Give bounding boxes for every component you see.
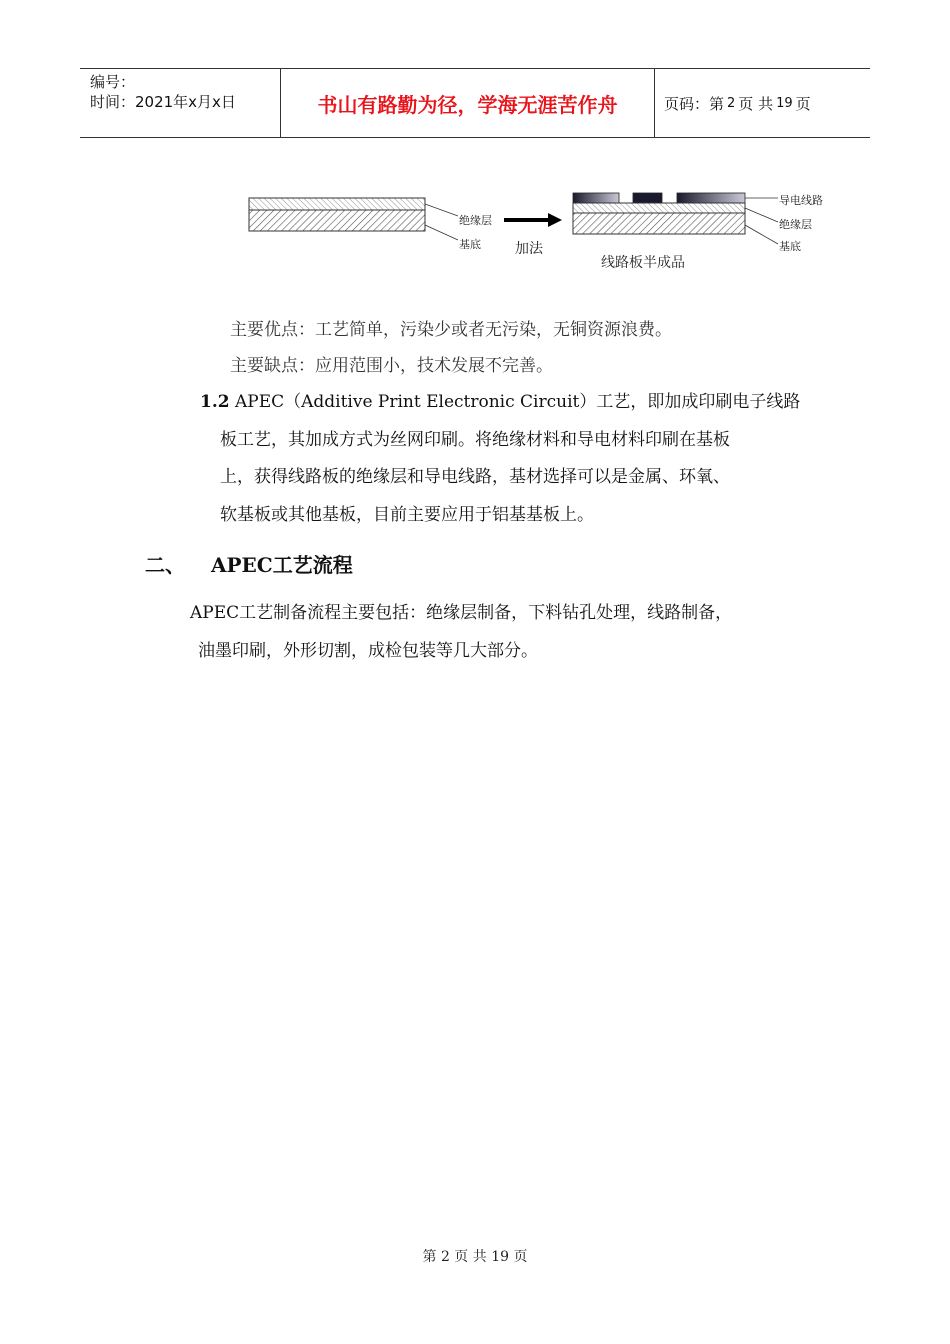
left-substrate-layer: [249, 210, 425, 231]
document-time: 时间：2021年x月x日: [90, 93, 236, 111]
left-insulation-leader: [425, 204, 458, 216]
heading-number: 二、: [145, 553, 185, 577]
left-insulation-layer: [249, 198, 425, 210]
conductor-3: [677, 193, 745, 203]
right-label-substrate: 基底: [779, 240, 801, 253]
section-1-2-line-4: 软基板或其他基板，目前主要应用于铝基基板上。: [220, 505, 594, 525]
right-insulation-layer: [573, 203, 745, 213]
disadvantages-line: 主要缺点：应用范围小，技术发展不完善。: [230, 356, 553, 376]
header-motto: 书山有路勤为径，学海无涯苦作舟: [281, 69, 655, 137]
flow-line-1: APEC工艺制备流程主要包括：绝缘层制备，下料钻孔处理，线路制备，: [190, 603, 733, 623]
page-header: [80, 68, 870, 138]
advantages-line: 主要优点：工艺简单，污染少或者无污染，无铜资源浪费。: [230, 320, 672, 340]
section-number: 1.2: [200, 392, 230, 412]
header-page-info: [655, 69, 870, 137]
right-label-conductor: 导电线路: [779, 194, 823, 207]
section-heading: [145, 549, 353, 578]
section-1-2-line-1: [200, 390, 800, 414]
header-meta: [80, 69, 281, 137]
document-number-label: 编号：: [90, 73, 136, 91]
left-label-substrate: 基底: [459, 238, 481, 251]
flow-line-2: 油墨印刷，外形切割，成检包装等几大部分。: [198, 641, 538, 661]
page-footer: 第 2 页 共 19 页: [422, 1249, 528, 1265]
process-arrow-head: [548, 213, 562, 227]
conductor-2: [633, 193, 662, 203]
right-insulation-leader: [745, 208, 778, 222]
page-prefix: 页码：第: [664, 94, 725, 113]
right-label-insulation: 绝缘层: [779, 218, 812, 231]
section-1-2-line-3: 上，获得线路板的绝缘层和导电线路，基材选择可以是金属、环氧、: [220, 467, 730, 487]
page-total: 19: [776, 95, 793, 111]
page-current: 2: [727, 95, 736, 111]
right-substrate-leader: [745, 225, 778, 244]
left-substrate-leader: [425, 225, 458, 240]
method-label: 加法: [515, 241, 543, 257]
section-text-1: APEC（Additive Print Electronic Circuit）工艺，即加成印刷电子线路: [229, 392, 801, 412]
page-mid: 页 共: [738, 94, 774, 113]
figure-caption: 线路板半成品: [601, 255, 685, 271]
diagram-graphic: [240, 180, 830, 280]
conductor-1: [573, 193, 619, 203]
process-diagram: [240, 180, 830, 280]
heading-text: APEC工艺流程: [211, 553, 353, 577]
left-label-insulation: 绝缘层: [459, 214, 492, 227]
section-1-2-line-2: 板工艺，其加成方式为丝网印刷。将绝缘材料和导电材料印刷在基板: [220, 430, 730, 450]
right-substrate-layer: [573, 213, 745, 234]
page-suffix: 页: [795, 94, 811, 113]
